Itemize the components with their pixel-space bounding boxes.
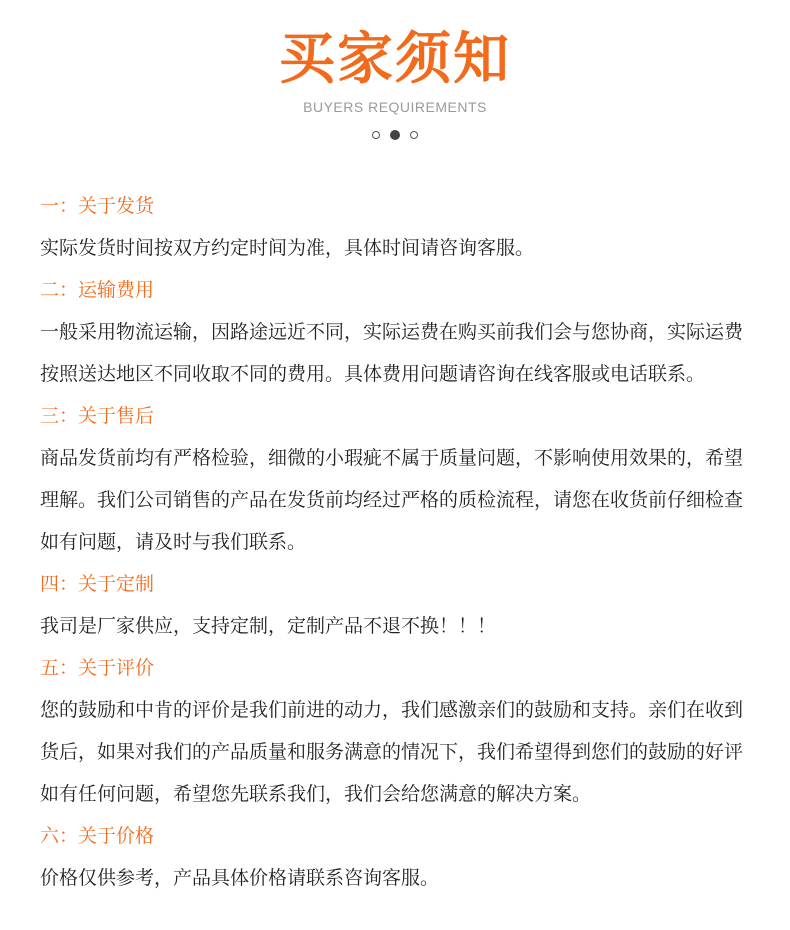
section-heading: 四：关于定制 [40, 573, 155, 595]
section-text: 理解。我们公司销售的产品在发货前均经过严格的质检流程，请您在收货前仔细检查 [40, 489, 744, 511]
section-text: 您的鼓励和中肯的评价是我们前进的动力，我们感激亲们的鼓励和支持。亲们在收到 [40, 699, 744, 721]
dot-hollow-icon [410, 131, 418, 139]
section-text: 实际发货时间按双方约定时间为准，具体时间请咨询客服。 [40, 237, 535, 259]
section-heading: 一：关于发货 [40, 195, 155, 217]
section-heading: 六：关于价格 [40, 825, 155, 847]
section-text: 货后，如果对我们的产品质量和服务满意的情况下，我们希望得到您们的鼓励的好评 [40, 741, 744, 763]
section-text: 价格仅供参考，产品具体价格请联系咨询客服。 [40, 867, 440, 889]
notice-content [40, 185, 755, 899]
page-subtitle: BUYERS REQUIREMENTS [303, 99, 487, 115]
page-title: 买家须知 [279, 27, 511, 92]
dot-filled-icon [390, 130, 400, 140]
section-reviews [40, 647, 755, 815]
dot-hollow-icon [372, 131, 380, 139]
section-after-sales [40, 395, 755, 563]
section-heading: 五：关于评价 [40, 657, 155, 679]
section-freight [40, 269, 755, 395]
section-text: 我司是厂家供应，支持定制，定制产品不退不换！！！ [40, 615, 497, 637]
section-text: 商品发货前均有严格检验，细微的小瑕疵不属于质量问题，不影响使用效果的，希望 [40, 447, 744, 469]
section-text: 如有问题，请及时与我们联系。 [40, 531, 307, 553]
section-heading: 二：运输费用 [40, 279, 155, 301]
section-text: 如有任何问题，希望您先联系我们，我们会给您满意的解决方案。 [40, 783, 592, 805]
carousel-dots [0, 130, 790, 140]
section-heading: 三：关于售后 [40, 405, 155, 427]
section-customization [40, 563, 755, 647]
section-price [40, 815, 755, 899]
section-shipping [40, 185, 755, 269]
section-text: 一般采用物流运输，因路途远近不同，实际运费在购买前我们会与您协商，实际运费 [40, 321, 744, 343]
section-text: 按照送达地区不同收取不同的费用。具体费用问题请咨询在线客服或电话联系。 [40, 363, 706, 385]
